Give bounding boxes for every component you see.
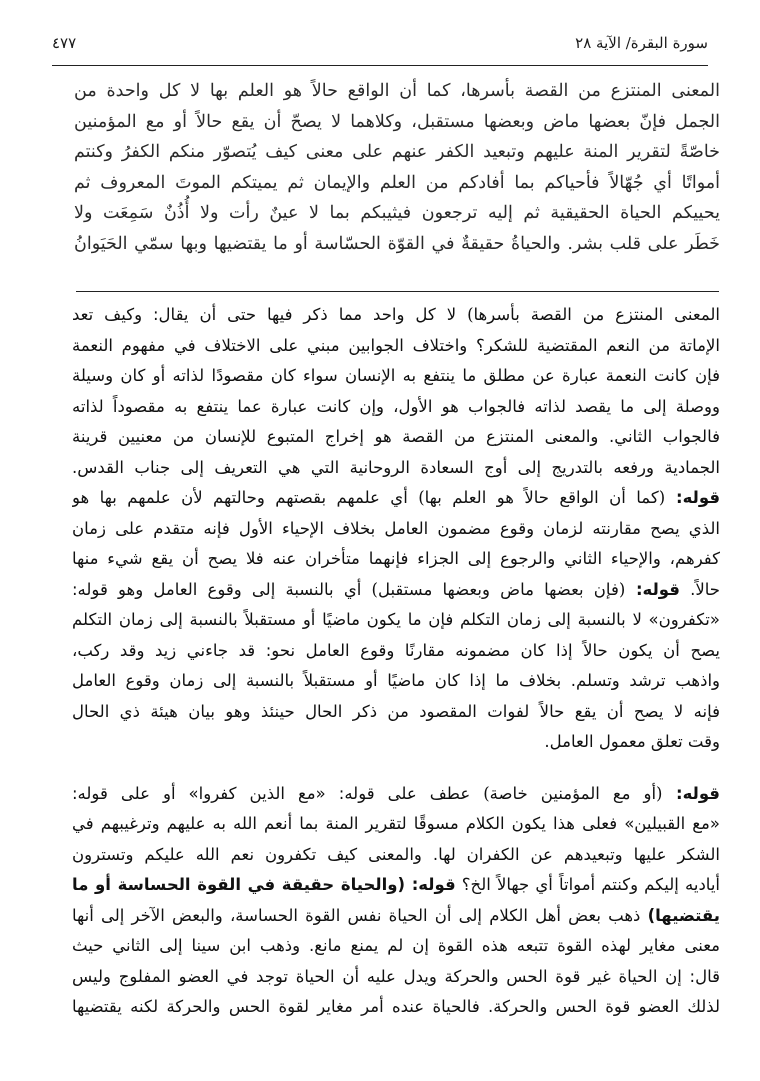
commentary-line <box>72 779 720 810</box>
commentary-line <box>72 697 720 728</box>
commentary-segment: أياديه إليكم وكنتم أمواتاً أي جهالاً الخ؟ <box>455 875 720 894</box>
commentary-segment: ذهب بعض أهل الكلام إلى أن الحياة نفس القوة الحساسة، والبعض الآخر إلى أنها <box>72 905 648 925</box>
commentary-line <box>72 575 720 606</box>
commentary-segment: فإن كانت النعمة عبارة عن مطلق ما ينتفع به الإنسان سواء كان مقصودًا لذاته أو كان وسيلة <box>72 366 720 385</box>
commentary-segment: «تكفرون» لا بالنسبة إلى زمان التكلم فإن ما يكون ماضيًا أو مستقبلاً بالنسبة إلى زمان التكلم <box>72 610 720 629</box>
commentary-segment: الذي يصح مقارنته لزمان وقوع مضمون العامل بخلاف الإحياء الأول فإنه متقدم على زمان <box>72 518 720 538</box>
main-text <box>74 76 720 259</box>
commentary-line <box>72 605 720 636</box>
commentary-lemma: قوله: <box>662 783 720 803</box>
commentary-lemma: قوله: <box>625 579 680 599</box>
commentary-text <box>72 300 720 1023</box>
commentary-segment: عطف على قوله: «مع الذين كفروا» أو على قوله: <box>72 783 484 803</box>
main-text-line: يحييكم الحياة الحقيقية ثم إليه ترجعون فيثيبكم بما لا عينٌ رأت ولا أُذُنٌ سَمِعَت ولا <box>74 203 720 223</box>
commentary-line <box>72 300 720 331</box>
paragraph-gap <box>72 758 720 779</box>
commentary-lemma: قوله: <box>665 488 720 507</box>
main-text-line: أمواتًا أي جُهّالاً فأحياكم بما أفادكم من العلم والإيمان ثم يميتكم الموتَ المعروف ثم <box>74 172 720 193</box>
commentary-segment: وقت تعلق معمول العامل. <box>544 732 720 751</box>
commentary-segment: أي علمهم بقصتهم وحالتهم لأن علمهم بها هو <box>72 488 419 507</box>
main-text-line: خاصّةً لتقرير المنة عليهم وتبعيد الكفر عنهم على معنى كيف يُتصوّر منكم الكفرُ وكنتم <box>74 142 720 162</box>
commentary-line <box>72 962 720 993</box>
commentary-segment: حالاً. <box>679 579 720 599</box>
commentary-segment: أي بالنسبة إلى وقوع العامل وهو قوله: <box>72 579 372 599</box>
commentary-lemma: (والحياة حقيقة في القوة الحساسة أو ما <box>72 875 406 894</box>
commentary-divider <box>76 291 719 292</box>
commentary-segment: لا كل واحد مما ذكر فيها حتى أن يقال: وكيف تعد <box>72 305 468 324</box>
commentary-line <box>72 870 720 901</box>
main-text-line: الجمل فإنّ بعضها ماض وبعضها مستقبل، وكلاهما لا يصحّ أن يقع حالاً أو مع المؤمنين <box>74 111 720 132</box>
commentary-line <box>72 901 720 932</box>
commentary-line <box>72 636 720 667</box>
commentary-segment: كفرهم، والإحياء الثاني والرجوع إلى الجزاء فإنهما متأخران عنه فلا يصح أن يقع شيء منها <box>72 549 720 568</box>
commentary-paragraph-2 <box>72 779 720 1023</box>
commentary-line <box>72 931 720 962</box>
surah-verse-title: سورة البقرة/ الآية ٢٨ <box>575 34 708 52</box>
commentary-line <box>72 809 720 840</box>
commentary-line <box>72 727 720 758</box>
commentary-line <box>72 453 720 484</box>
main-text-line: المعنى المنتزع من القصة بأسرها، كما أن الواقع حالاً هو العلم بها لا كل واحدة من <box>74 81 720 101</box>
commentary-segment: معنى مغاير لهذه القوة تتبعه هذه القوة إن لم يمنع مانع. وذهب ابن سينا إلى الثاني حيث <box>72 936 720 955</box>
commentary-line <box>72 666 720 697</box>
main-text-line: خَطَر على قلب بشر. والحياةُ حقيقةٌ في القوّة الحسّاسة أو ما يقتضيها وبها سمّي الحَيَوانُ <box>74 233 720 254</box>
commentary-line <box>72 331 720 362</box>
commentary-segment: واذهب ترشد وتسلم. بخلاف ما إذا كان ماضيًا أو مستقبلاً بالنسبة إلى زمان وقوع العامل <box>72 671 720 690</box>
commentary-line <box>72 392 720 423</box>
header-rule <box>52 65 708 66</box>
commentary-segment: فإنه لا يصح أن يقع حالاً لفوات المقصود من ذكر الحال حينئذ وهو بيان هيئة ذي الحال <box>72 701 720 721</box>
commentary-segment: «مع القبيلين» فعلى هذا يكون الكلام مسوقًا لتقرير المنة بما أنعم الله به عليهم وترغيبهم في <box>72 814 720 833</box>
commentary-segment: يصح أن يكون حالاً إذا كان مضمونه مقارنًا وقوع العامل نحو: قد جاءني زيد وقد ركب، <box>72 640 720 660</box>
commentary-line <box>72 422 720 453</box>
commentary-line <box>72 483 720 514</box>
page-number: ٤٧٧ <box>52 34 77 52</box>
commentary-line <box>72 840 720 871</box>
commentary-lemma: يقتضيها) <box>647 905 720 925</box>
quoted-text: (فإن بعضها ماض وبعضها مستقبل) <box>371 579 626 599</box>
commentary-paragraph-1 <box>72 300 720 758</box>
commentary-line <box>72 544 720 575</box>
commentary-line <box>72 992 720 1023</box>
commentary-line <box>72 514 720 545</box>
quoted-text: المعنى المنتزع من القصة بأسرها) <box>467 305 720 324</box>
commentary-segment: الشكر عليها وتبعيدهم عن الكفران لها. والمعنى كيف تكفرون نعم الله عليكم وتسترون <box>72 844 720 864</box>
commentary-segment: لذلك العضو قوة الحس والحركة. فالحياة عنده أمر مغاير لقوة الحس والحركة لكنه يقتضيها <box>72 997 720 1016</box>
running-head <box>52 34 708 58</box>
commentary-segment: قال: إن الحياة غير قوة الحس والحركة ويدل عليه أن الحياة توجد في العضو المفلوج وليس <box>72 966 720 986</box>
commentary-segment: ووصلة إلى ما يقصد لذاته فالجواب هو الأول، وإن كانت عبارة عما ينتفع به مقصوداً لذاته <box>72 396 720 416</box>
commentary-segment: الجمادية ورفعه بالتدريج إلى أوج السعادة الروحانية التي هي التعريف إلى جناب القدس. <box>72 457 720 477</box>
quoted-text: (كما أن الواقع حالاً هو العلم بها) <box>418 488 666 507</box>
quoted-text: (أو مع المؤمنين خاصة) <box>483 783 663 803</box>
commentary-segment: فالجواب الثاني. والمعنى المنتزع من القصة هو إخراج المتبوع للإنسان من معنيين قرينة <box>72 427 720 446</box>
commentary-lemma: قوله: <box>405 875 456 894</box>
commentary-line <box>72 361 720 392</box>
commentary-segment: الإماتة من النعم المقتضية للشكر؟ واختلاف الجوابين مبني على الاختلاف في مفهوم النعمة <box>72 335 720 355</box>
